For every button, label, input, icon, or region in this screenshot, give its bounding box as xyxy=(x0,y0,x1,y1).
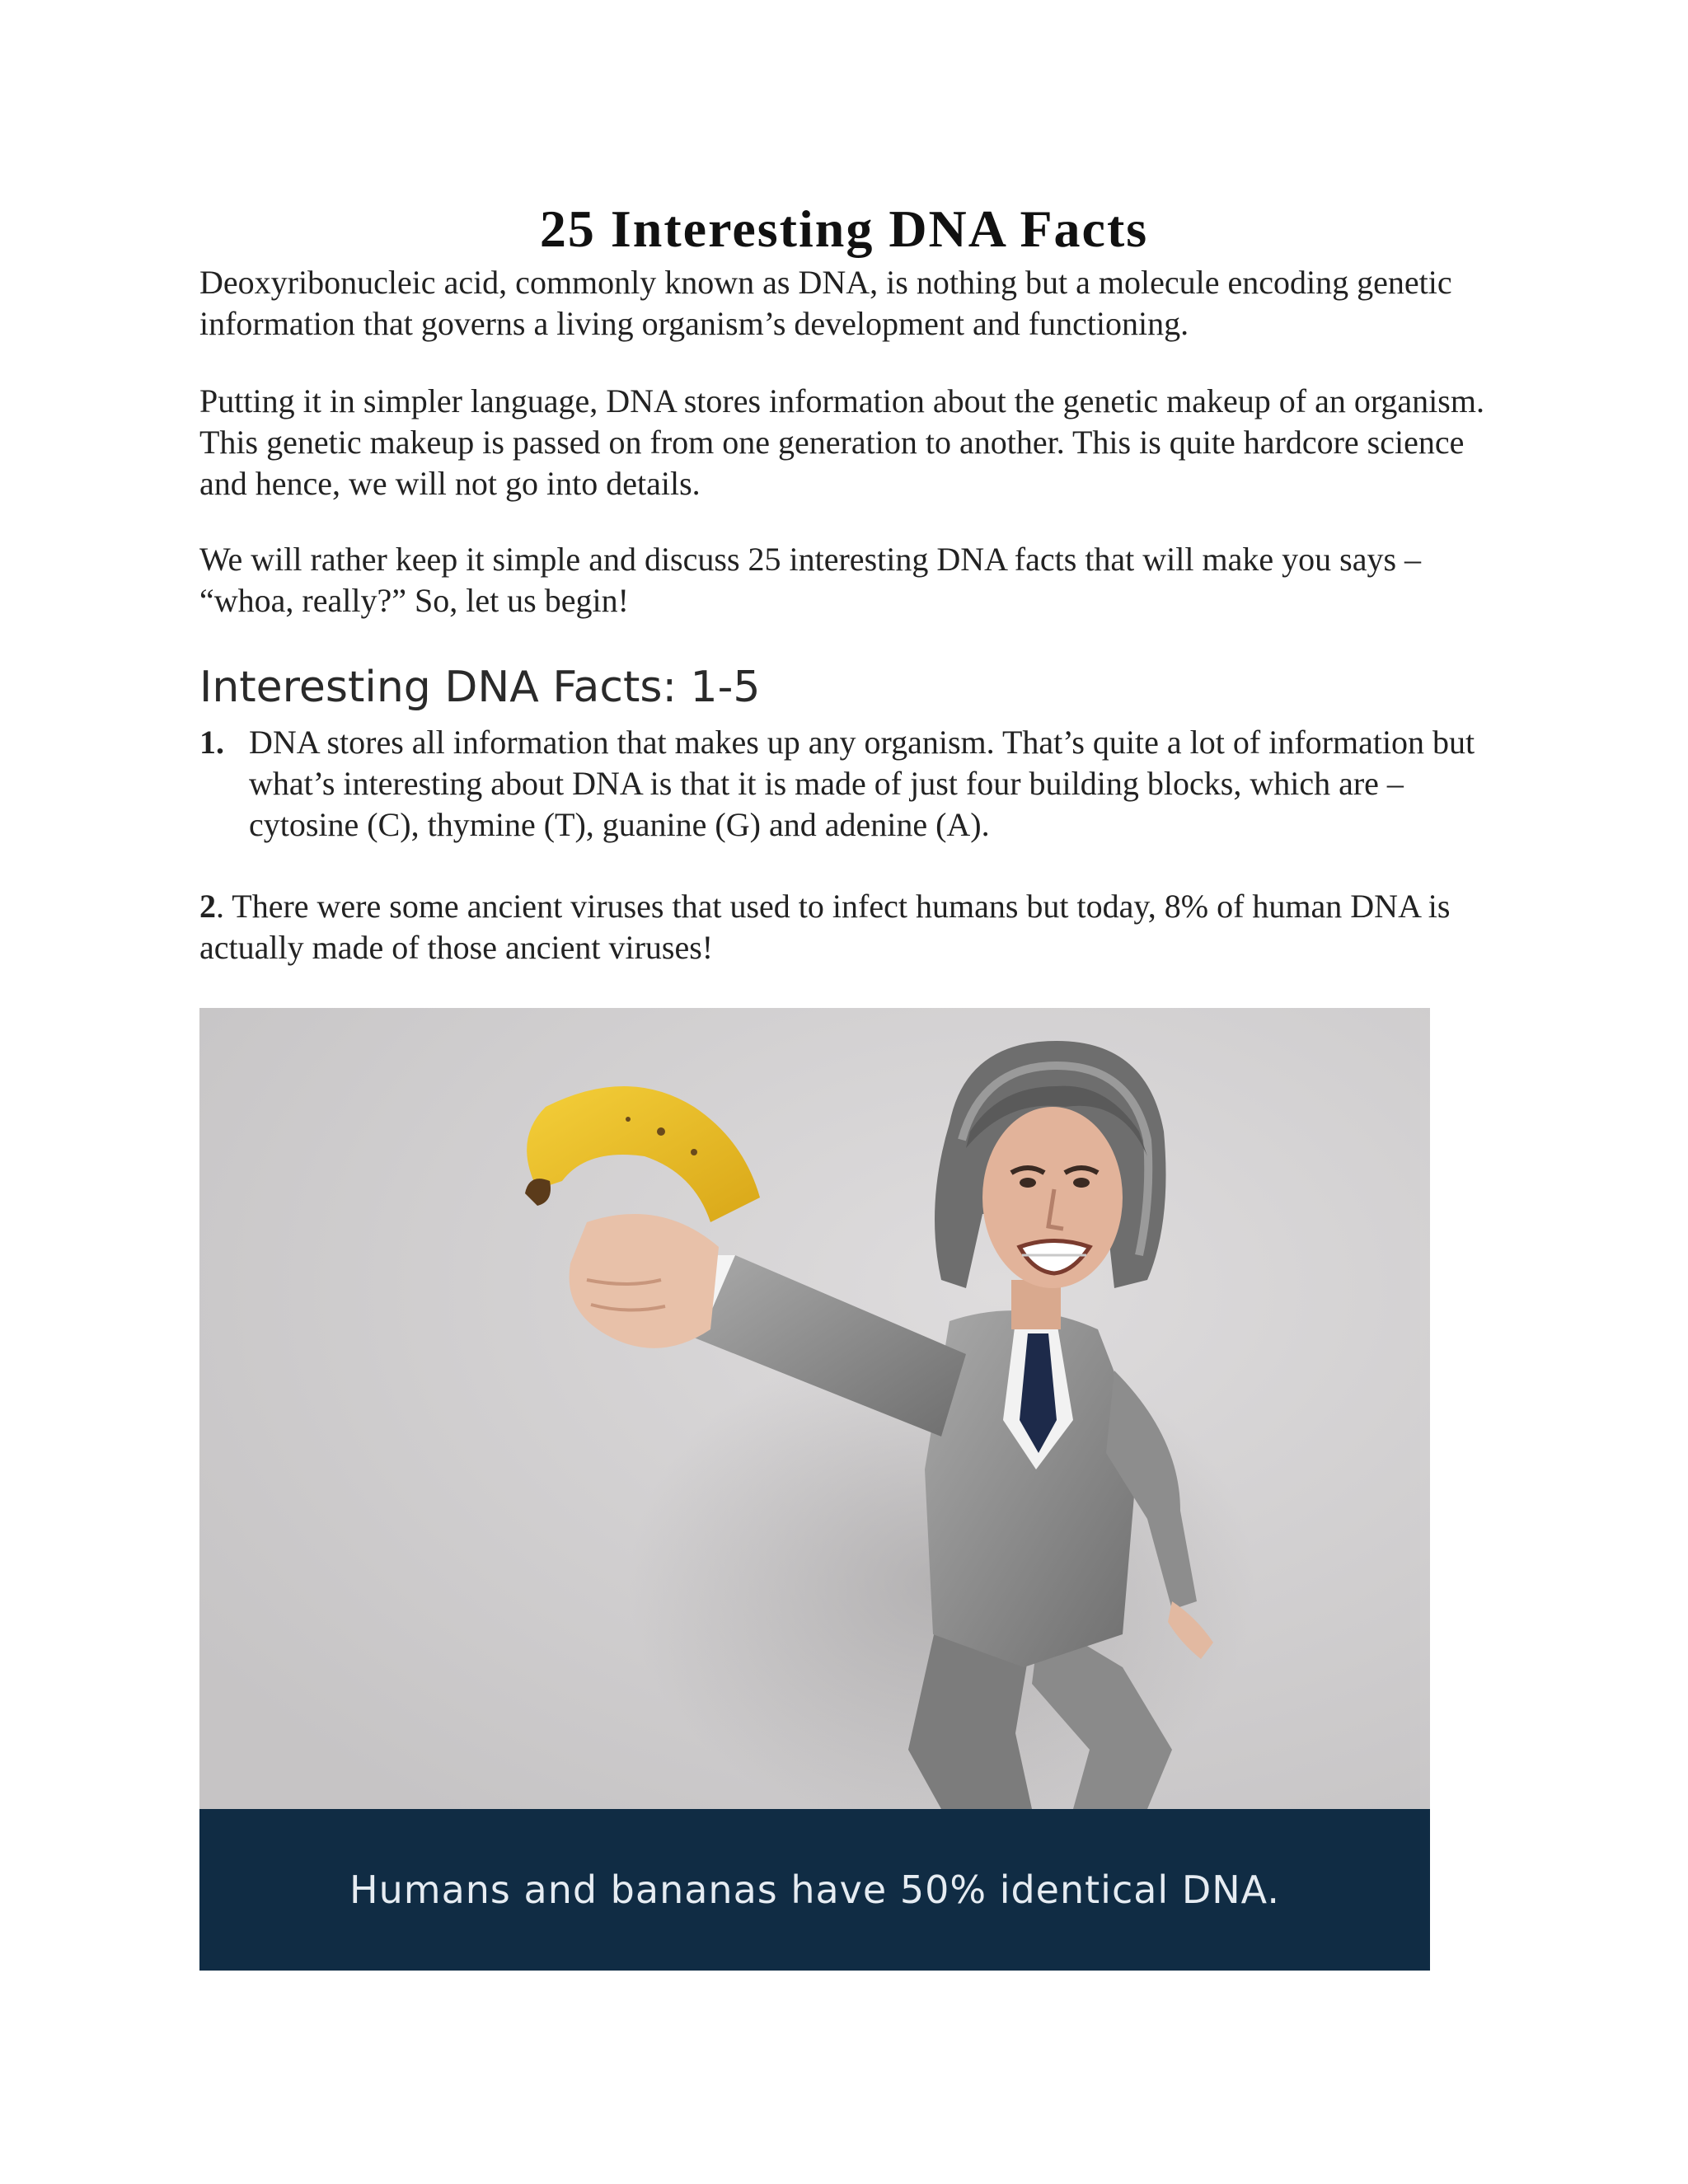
intro-paragraph-2: Putting it in simpler language, DNA stores information about the genetic makeup of an organism. This genetic makeup is passed on from one generation to another. This is quite hardcore science and hence, we will not go into details. xyxy=(199,382,1484,502)
fact-text: DNA stores all information that makes up any organism. That’s quite a lot of information but what’s interesting about DNA is that it is made of just four building blocks, which are – cytosine (C), thymine (T), guanine (G) and adenine (A). xyxy=(249,724,1475,843)
document-title: 25 Interesting DNA Facts xyxy=(539,199,1149,258)
section-heading: Interesting DNA Facts: 1-5 xyxy=(199,663,761,712)
fact-number: 2 xyxy=(199,888,216,925)
intro-paragraph-1: Deoxyribonucleic acid, commonly known as DNA, is nothing but a molecule encoding genetic information that governs a living organism’s development and functioning. xyxy=(199,264,1452,342)
fact-item-2 xyxy=(199,886,1493,968)
banana-man-photo xyxy=(199,1008,1430,1809)
figure-caption-bar xyxy=(199,1809,1430,1971)
fact-number: 1. xyxy=(199,724,224,761)
intro-paragraph-3: We will rather keep it simple and discuss 25 interesting DNA facts that will make you says – “whoa, really?” So, let us begin! xyxy=(199,541,1422,619)
fact-text: . There were some ancient viruses that used to infect humans but today, 8% of human DNA is actually made of those ancient viruses! xyxy=(199,888,1451,966)
banana-man-figure xyxy=(199,1008,1430,1971)
figure-caption: Humans and bananas have 50% identical DNA. xyxy=(349,1868,1280,1912)
fact-item-1 xyxy=(199,722,1493,846)
